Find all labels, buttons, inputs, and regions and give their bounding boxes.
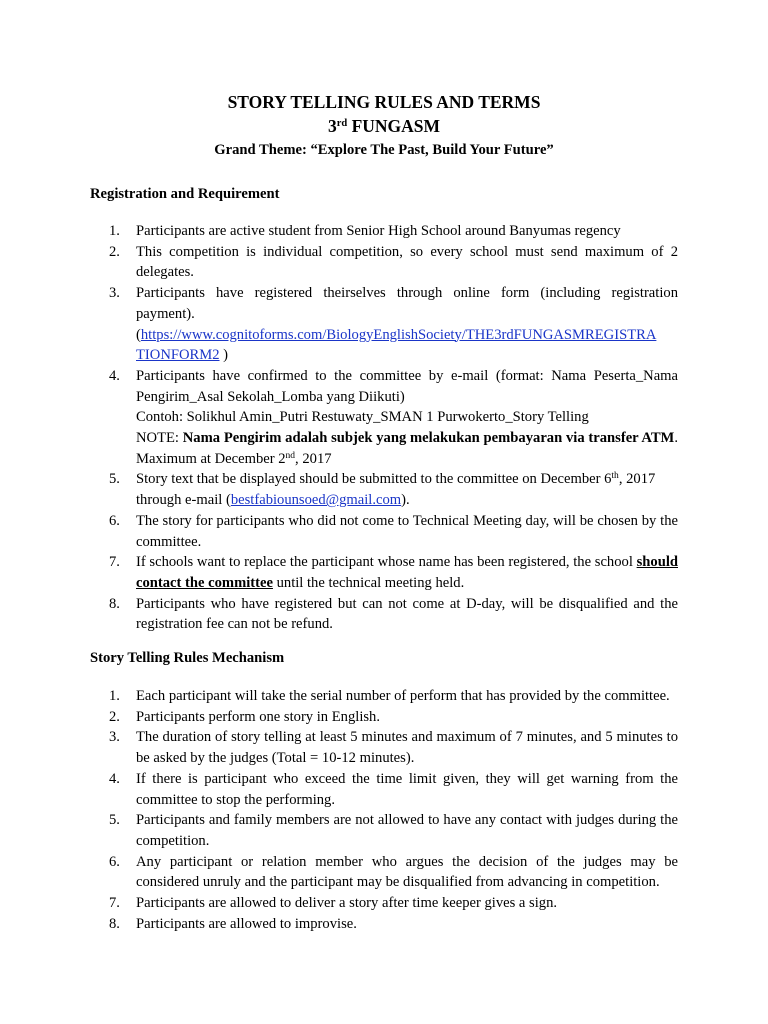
item-number: 1. xyxy=(109,688,120,704)
list-item xyxy=(90,469,678,510)
list-item xyxy=(90,893,678,914)
item-number: 7. xyxy=(109,895,120,912)
note-label: NOTE: xyxy=(136,430,183,447)
note-bold-text: Nama Pengirim adalah subjek yang melakukan pembayaran via transfer ATM xyxy=(182,430,675,447)
note-rest: . Maximum at December 2 xyxy=(136,430,678,467)
grand-theme: Grand Theme: “Explore The Past, Build Your Future” xyxy=(214,142,554,158)
item-text: The duration of story telling at least 5 minutes and maximum of 7 minutes, and 5 minutes to be asked by the judges (Total = 10-12 minutes). xyxy=(136,729,678,767)
list-item xyxy=(90,366,678,470)
item-text: Story text that be displayed should be submitted to the committee on December 6 xyxy=(136,471,612,488)
item-number: 5. xyxy=(109,471,120,488)
item-text: Participants and family members are not allowed to have any contact with judges during the competition. xyxy=(136,812,678,849)
registration-list xyxy=(90,221,678,635)
mechanism-heading: Story Telling Rules Mechanism xyxy=(90,650,285,666)
note-date-suffix: nd xyxy=(285,450,296,461)
emphasis-text: should contact the committee xyxy=(136,554,678,591)
list-item xyxy=(90,552,678,593)
item-number: 3. xyxy=(109,729,120,746)
note-line xyxy=(136,428,678,469)
item-text: Participants are active student from Senior High School around Banyumas regency xyxy=(136,223,621,239)
item-number: 1. xyxy=(109,223,120,239)
item-text: Participants have registered theirselves through online form (including registration payment). xyxy=(136,285,678,322)
list-item xyxy=(90,283,678,366)
registration-link-part-1[interactable]: https://www.cognitoforms.com/BiologyEnglishSociety/THE3rdFUNGASMREGISTRA xyxy=(140,326,657,343)
edition-title xyxy=(0,116,768,137)
item-text: Participants are allowed to deliver a story after time keeper gives a sign. xyxy=(136,895,558,912)
list-item xyxy=(90,727,678,768)
list-item xyxy=(90,221,678,242)
registration-link-line xyxy=(136,325,678,366)
email-suffix: ). xyxy=(401,492,410,509)
edition-suffix: rd xyxy=(336,118,348,129)
item-text: If there is participant who exceed the time limit given, they will get warning from the committee to stop the performing. xyxy=(136,770,678,808)
example-line: Contoh: Solikhul Amin_Putri Restuwaty_SMAN 1 Purwokerto_Story Telling xyxy=(136,409,589,426)
item-text: Participants who have registered but can not come at D-day, will be disqualified and the registration fee can not be refund. xyxy=(136,595,678,633)
item-number: 6. xyxy=(109,853,120,870)
item-text: The story for participants who did not come to Technical Meeting day, will be chosen by the committee. xyxy=(136,512,678,550)
item-number: 8. xyxy=(109,595,120,612)
registration-link-part-2[interactable]: TIONFORM2 xyxy=(136,347,220,364)
note-year: , 2017 xyxy=(295,450,332,467)
link-open-paren: ( xyxy=(136,326,141,343)
date-suffix: th xyxy=(611,471,619,482)
item-number: 2. xyxy=(109,243,120,260)
email-prefix: through e-mail ( xyxy=(136,492,231,509)
email-line xyxy=(136,490,678,511)
list-item xyxy=(90,594,678,635)
item-number: 5. xyxy=(109,812,120,829)
item-text: Each participant will take the serial number of perform that has provided by the committee. xyxy=(136,688,670,704)
registration-form-link[interactable] xyxy=(136,327,656,364)
edition-number: 3 xyxy=(327,116,337,136)
list-item xyxy=(90,810,678,851)
item-text: If schools want to replace the participant whose name has been registered, the school xyxy=(136,554,637,571)
list-item xyxy=(90,914,678,935)
registration-heading: Registration and Requirement xyxy=(90,186,280,202)
item-text: Participants have confirmed to the committee by e-mail (format: Nama Peserta_Nama Pengirim_Asal Sekolah_Lomba yang Diikuti) xyxy=(136,367,678,405)
list-item xyxy=(90,686,678,707)
item-number: 3. xyxy=(109,285,120,302)
document-title: STORY TELLING RULES AND TERMS xyxy=(227,92,541,112)
item-text: Any participant or relation member who argues the decision of the judges may be considered unruly and the participant may be disqualified from advancing in competition. xyxy=(136,853,678,891)
mechanism-list xyxy=(90,686,678,934)
list-item xyxy=(90,242,678,283)
list-item xyxy=(90,769,678,810)
list-item xyxy=(90,511,678,552)
item-number: 2. xyxy=(109,708,120,725)
list-item xyxy=(90,852,678,893)
item-number: 4. xyxy=(109,367,120,384)
item-text-end: until the technical meeting held. xyxy=(272,574,465,591)
item-number: 6. xyxy=(109,512,120,529)
item-number: 8. xyxy=(109,915,120,932)
item-text: This competition is individual competition, so every school must send maximum of 2 delegates. xyxy=(136,243,678,281)
email-link[interactable]: bestfabiounsoed@gmail.com xyxy=(230,492,402,509)
item-year: , 2017 xyxy=(618,471,656,488)
item-number: 4. xyxy=(109,770,120,787)
item-number: 7. xyxy=(109,554,120,571)
link-close-paren: ) xyxy=(219,347,229,364)
list-item xyxy=(90,707,678,728)
item-text: Participants are allowed to improvise. xyxy=(136,915,357,932)
item-text: Participants perform one story in English. xyxy=(136,708,380,725)
edition-name: FUNGASM xyxy=(347,116,441,136)
